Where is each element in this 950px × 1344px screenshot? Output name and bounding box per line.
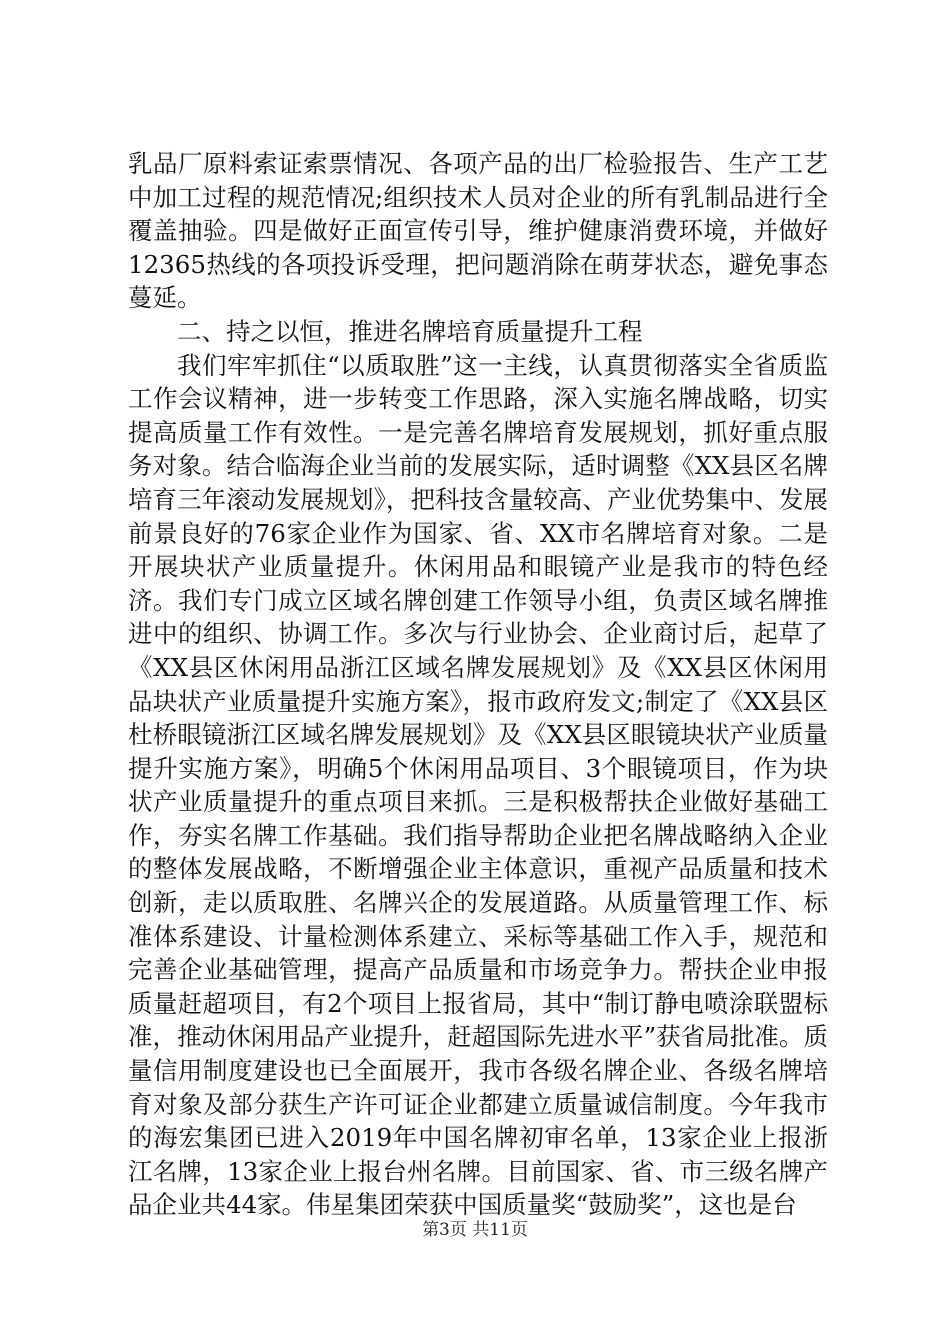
page-footer [0,1218,950,1242]
document-body [128,147,828,1222]
paragraph-brand-strategy: 我们牢牢抓住“以质取胜”这一主线，认真贯彻落实全省质监工作会议精神，进一步转变工作思路，深入实施名牌战略，切实提高质量工作有效性。一是完善名牌培育发展规划，抓好重点服务对象。结合临海企业当前的发展实际，适时调整《XX县区名牌培育三年滚动发展规划》，把科技含量较高、产业优势集中、发展前景良好的76家企业作为国家、省、XX市名牌培育对象。二是开展块状产业质量提升。休闲用品和眼镜产业是我市的特色经济。我们专门成立区域名牌创建工作领导小组，负责区域名牌推进中的组织、协调工作。多次与行业协会、企业商讨后，起草了《XX县区休闲用品浙江区域名牌发展规划》及《XX县区休闲用品块状产业质量提升实施方案》，报市政府发文;制定了《XX县区杜桥眼镜浙江区域名牌发展规划》及《XX县区眼镜块状产业质量提升实施方案》，明确5个休闲用品项目、3个眼镜项目，作为块状产业质量提升的重点项目来抓。三是积极帮扶企业做好基础工作，夯实名牌工作基础。我们指导帮助企业把名牌战略纳入企业的整体发展战略，不断增强企业主体意识，重视产品质量和技术创新，走以质取胜、名牌兴企的发展道路。从质量管理工作、标准体系建设、计量检测体系建立、采标等基础工作入手，规范和完善企业基础管理，提高产品质量和市场竞争力。帮扶企业申报质量赶超项目，有2个项目上报省局，其中“制订静电喷涂联盟标准，推动休闲用品产业提升，赶超国际先进水平”获省局批准。质量信用制度建设也已全面展开，我市各级名牌企业、各级名牌培育对象及部分获生产许可证企业都建立质量诚信制度。今年我市的海宏集团已进入2019年中国名牌初审名单，13家企业上报浙江名牌，13家企业上报台州名牌。目前国家、省、市三级名牌产品企业共44家。伟星集团荣获中国质量奖“鼓励奖”，这也是台 [128,350,828,1220]
paragraph-dairy-inspection: 乳品厂原料索证索票情况、各项产品的出厂检验报告、生产工艺中加工过程的规范情况;组织技术人员对企业的所有乳制品进行全覆盖抽验。四是做好正面宣传引导，维护健康消费环境，并做好12365热线的各项投诉受理，把问题消除在萌芽状态，避免事态蔓延。 [128,149,828,313]
page-number-label: 第3页 共11页 [422,1220,528,1240]
section-heading-brand-quality: 二、持之以恒，推进名牌培育质量提升工程 [177,316,643,346]
